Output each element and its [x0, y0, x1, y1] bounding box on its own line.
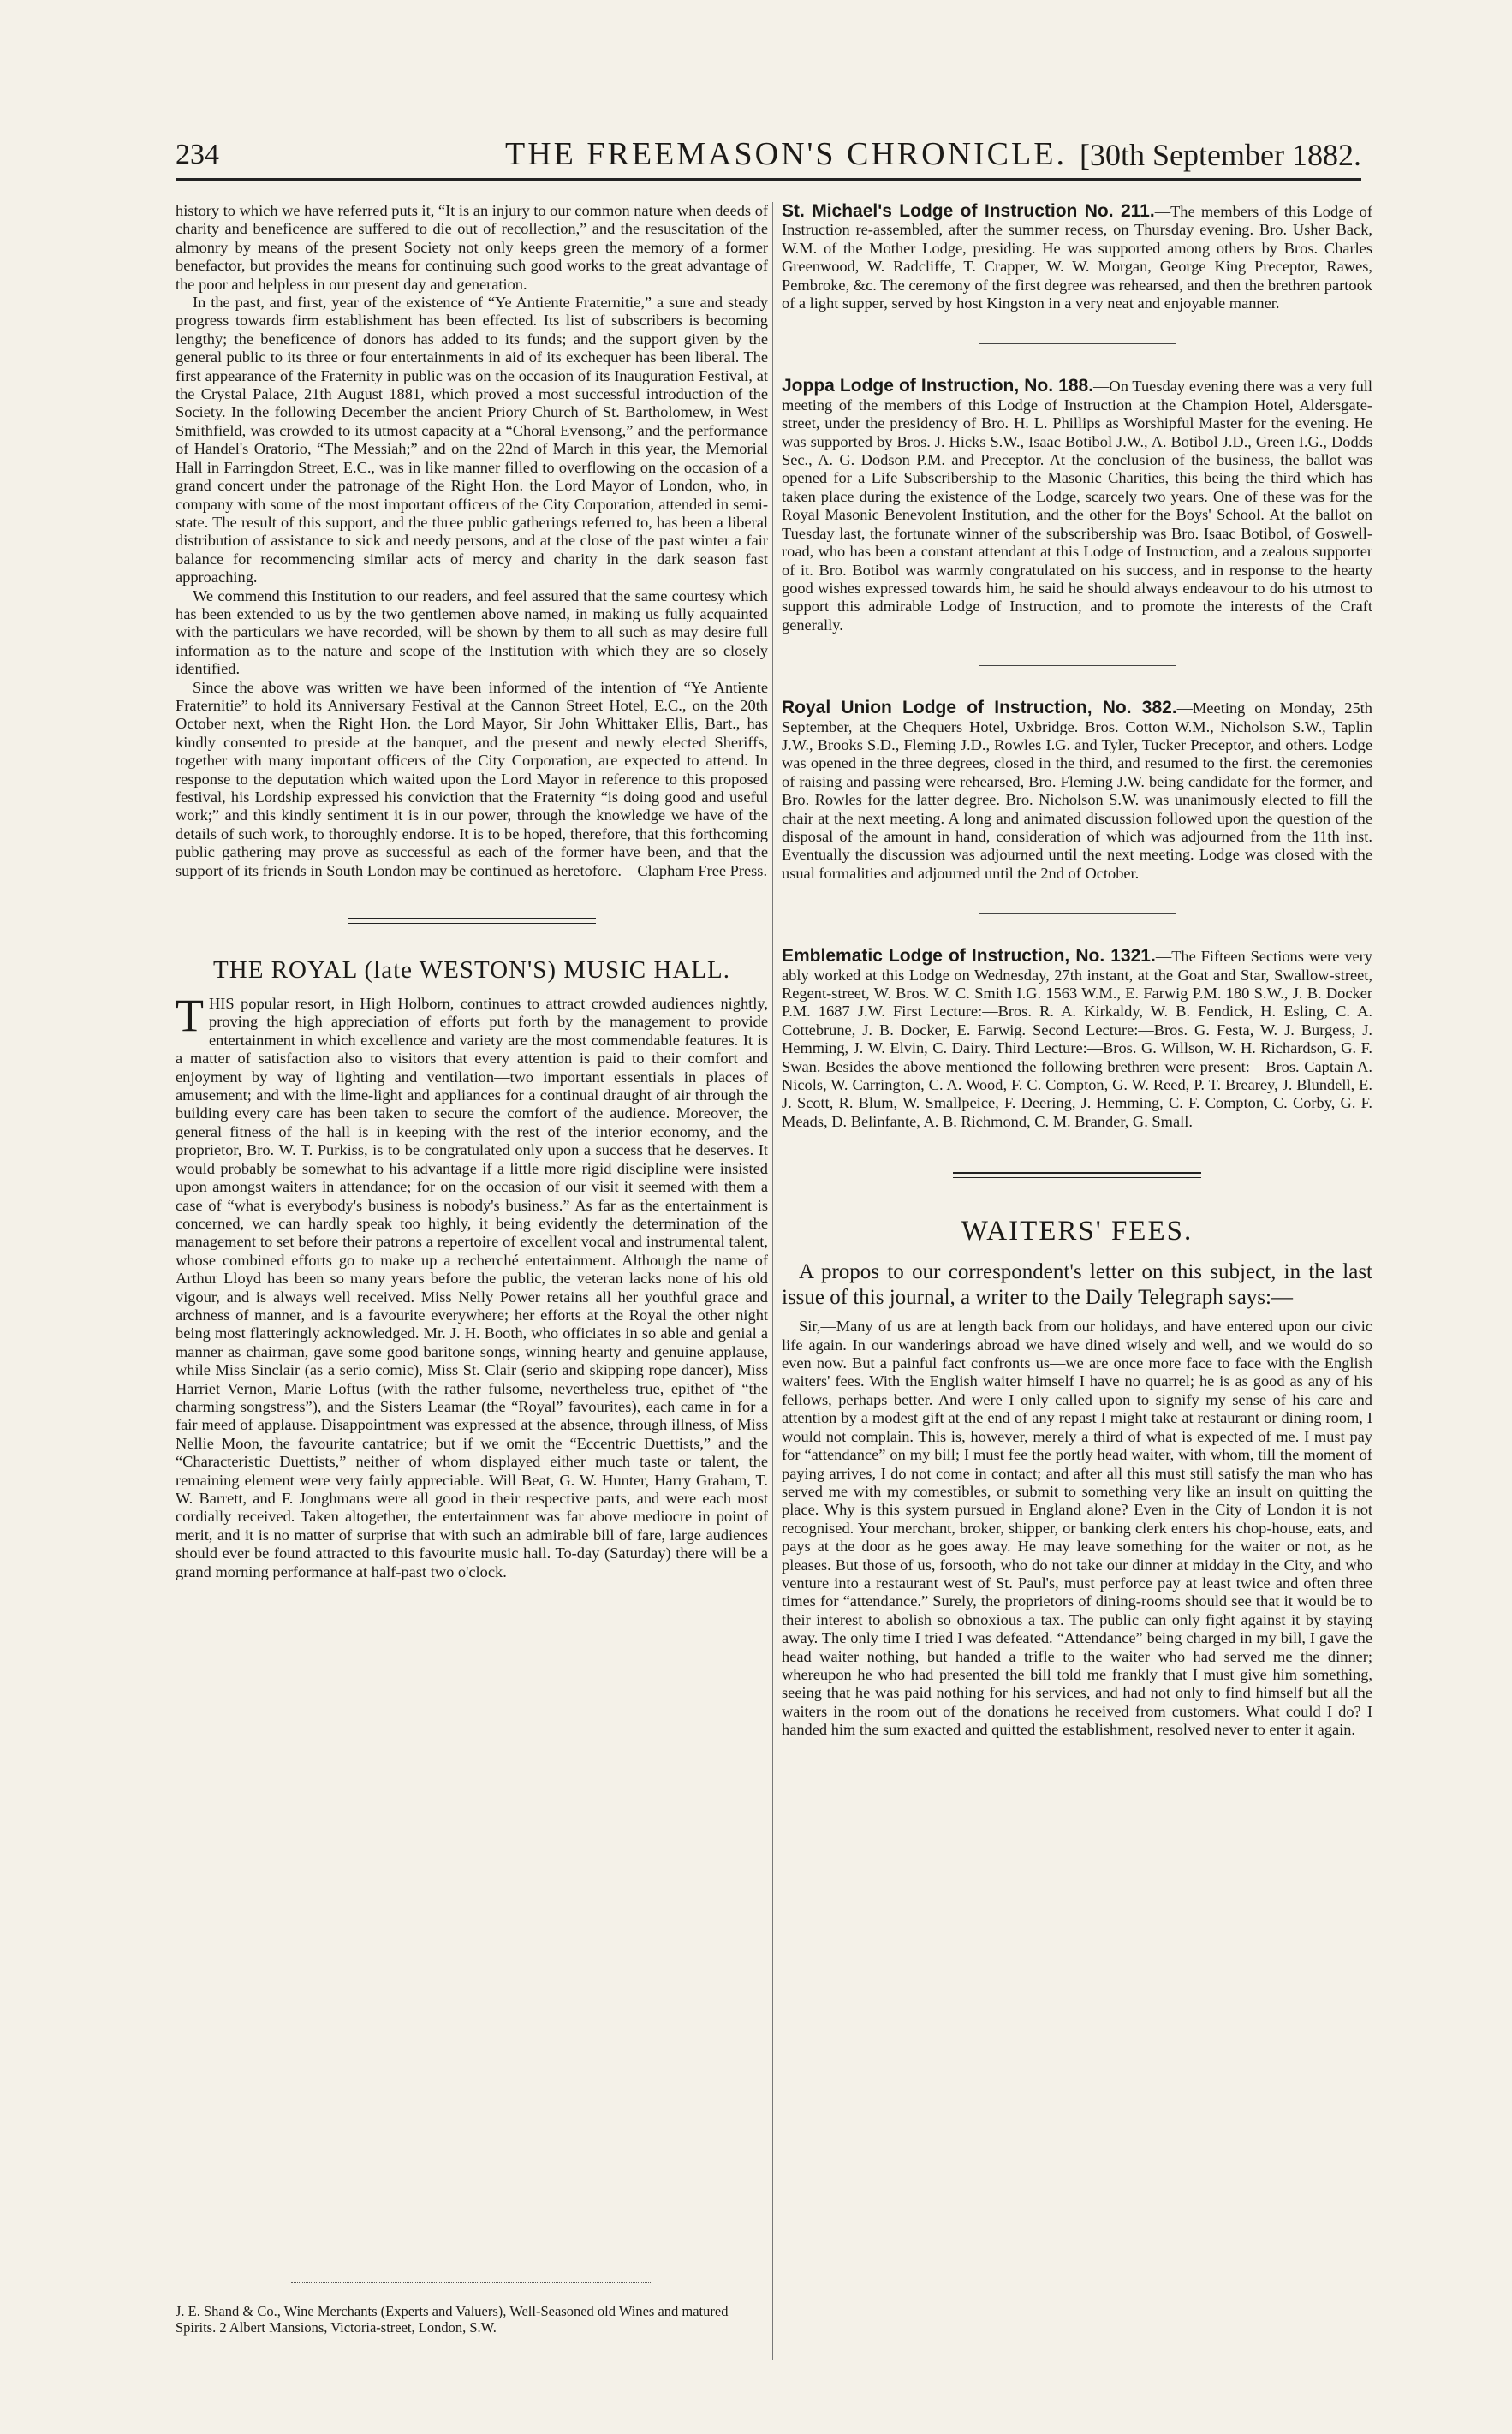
advert-divider: [291, 2282, 651, 2283]
report-heading: Emblematic Lodge of Instruction, No. 1321.: [782, 946, 1156, 967]
waiters-letter: Sir,—Many of us are at length back from our holidays, and have entered upon our civic life again. In our wanderings abroad we have dined wisely and well, and we would do so even now. But a painful fact confronts us—we are once more face to face with the English waiters' fees. With the English waiter himself I have no quarrel; he is as good as any of his fellows, perhaps better. And were I only called upon to signify my sense of his care and attention by a modest gift at the end of any repast I might take at restaurant or dining room, I would not complain. This is, however, merely a third of what is expected of me. I must pay for “attendance” on my bill; I must fee the portly head waiter, with whom, till the moment of paying arrives, I do not come in contact; and after all this must still satisfy the man who has served me with my comestibles, or submit to something very like an insult on quitting the place. Why is this system pursued in England alone? Even in the City of London it is not recognised. Your merchant, broker, shipper, or banking clerk enters his chop-house, eats, and pays at the door as he goes away. He may leave something for the waiter or not, as he pleases. But those of us, forsooth, who do not take our dinner at midday in the City, and who venture into a restaurant west of St. Paul's, must perforce pay at least twice and often three times for “attendance.” Surely, the proprietors of dining-rooms should see that it would be to their interest to abolish so obnoxious a tax. The public can only fight against it by staying away. The only time I tried I was defeated. “Attendance” being charged in my bill, I gave the head waiter nothing, but handed a trifle to the waiter who had served me the dinner; whereupon he who had presented the bill told me frankly that I must give him something, seeing that he was paid nothing for his services, and had not only to find himself but all the waiters in the room out of the donations he received from customers. What could I do? I handed him the sum exacted and quitted the establishment, resolved never to enter it again.: [782, 1318, 1372, 1739]
page-number: 234: [176, 139, 219, 170]
lodge-report: [782, 377, 1372, 634]
music-hall-title: THE ROYAL (late WESTON'S) MUSIC HALL.: [213, 956, 730, 985]
waiters-fees-title: WAITERS' FEES.: [961, 1216, 1194, 1247]
report-heading: Royal Union Lodge of Instruction, No. 382.: [782, 698, 1177, 718]
report-heading: Joppa Lodge of Instruction, No. 188.: [782, 376, 1094, 396]
right-column: [772, 202, 1372, 2360]
report-body: —On Tuesday evening there was a very full meeting of the members of this Lodge of Instruction at the Champion Hotel, Aldersgate-street, under the presidency of Bro. H. L. Phillips as Worshipful Master for the evening. He was supported by Bros. J. Hicks S.W., Isaac Botibol J.W., A. Botibol J.D., Green I.G., Dodds Sec., A. G. Dodson P.M. and Preceptor. At the conclusion of the business, the ballot was opened for a Life Subscribership to the Masonic Charities, this being the third which has taken place during the existence of the Lodge, scarcely two years. One of these was for the Royal Masonic Benevolent Institution, and the other for the Boys' School. At the ballot on Tuesday last, the fortunate winner of the subscribership was Bro. Isaac Botibol, of Goswell-road, who has been a constant attendant at this Lodge of Instruction, and a zealous supporter of it. Bro. Botibol was warmly congratulated on his success, and in response to the hearty good wishes expressed towards him, he said he should always endeavour to do his utmost to support this admirable Lodge of Instruction, and to promote the interests of the Craft generally.: [782, 378, 1372, 634]
article-paragraph: history to which we have referred puts it, “It is an injury to our common nature when deeds of charity and beneficence are suffered to die out of recollection,” and the resuscitation of the almonry by means of the present Society not only keeps green the memory of a former benefactor, but provides the means for continuing such good works to the great advantage of the poor and helpless in our present day and generation.: [176, 202, 769, 293]
article-paragraph: We commend this Institution to our readers, and feel assured that the same courtesy which has been extended to us by the two gentlemen above named, in making us fully acquainted with the particulars we have recorded, will be shown by them to all such as may desire full information as to the nature and scope of the Institution with which they are so closely identified.: [176, 586, 768, 678]
issue-date: [30th September 1882.: [1080, 138, 1361, 172]
section-divider: [348, 918, 596, 924]
report-body: —Meeting on Monday, 25th September, at the Chequers Hotel, Uxbridge. Bros. Cotton W.M., Nicholson S.W., Taplin J.W., Brooks S.D., Fleming J.D., Rowles I.G. and Tyler, Tucker Preceptor, and others. Lodge was opened in the three degrees, closed in the third, and resumed to the first. the ceremonies of raising and passing were rehearsed, Bro. Fleming J.W. being candidate for the former, and Bro. Rowles for the latter degree. Bro. Nicholson S.W. was unanimously elected to fill the chair at the next meeting. A long and animated discussion followed upon the question of the disposal of the amount in hand, consideration of which was adjourned from the 11th inst. Eventually the discussion was adjourned until the next meeting. Lodge was closed with the usual formalities and adjourned until the 2nd of October.: [782, 699, 1372, 882]
advertisement: J. E. Shand & Co., Wine Merchants (Experts and Valuers), Well-Seasoned old Wines and matured Spirits. 2 Albert Mansions, Victoria-street, London, S.W.: [176, 2303, 729, 2336]
lodge-report: [782, 202, 1372, 312]
lodge-report: [782, 699, 1372, 883]
section-divider: [953, 1172, 1201, 1178]
article-paragraph: Since the above was written we have been informed of the intention of “Ye Antiente Fraternitie” to hold its Anniversary Festival at the Cannon Street Hotel, E.C., on the 20th October next, when the Right Hon. the Lord Mayor, Sir John Whittaker Ellis, Bart., has kindly consented to preside at the banquet, and the present and newly elected Sheriffs, together with many important officers of the City Corporation, are expected to attend. In response to the deputation which waited upon the Lord Mayor in reference to this proposed festival, his Lordship expressed his conviction that the Fraternity “is doing good and useful work;” and this kindly sentiment it is in our power, through the knowledge we have of the details of such work, to thoroughly endorse. It is to be hoped, therefore, that this forthcoming public gathering may prove as successful as each of the former have been, and that the support of its friends in South London may be continued as heretofore.—Clapham Free Press.: [176, 678, 768, 879]
music-hall-text: HIS popular resort, in High Holborn, continues to attract crowded audiences nightly, proving the high appreciation of efforts put forth by the management to provide entertainment in which excellence and variety are the most commendable features. It is a matter of satisfaction also to visitors that every attention is paid to their comfort and enjoyment by way of lighting and ventilation—two important essentials in places of amusement; and with the lime-light and appliances for a continual draught of air through the building every care has been taken to secure the comfort of the audience. Moreover, the general fitness of the hall is in keeping with the rest of the interior economy, and the proprietor, Bro. W. T. Purkiss, is to be congratulated only upon a success that he deserves. It would probably be somewhat to his advantage if a little more rigid discipline were insisted upon amongst waiters in attendance; for on the occasion of our visit it seemed with them a case of “what is everybody's business is nobody's business.” As far as the entertainment is concerned, we can hardly speak too highly, it being evidently the determination of the management to set before their patrons a repertoire of excellent vocal and instrumental talent, whose combined efforts go to make up a recherché entertainment. Although the name of Arthur Lloyd has been so many years before the public, the veteran lacks none of his old vigour, and is always well received. Miss Nelly Power retains all her youthful grace and archness of manner, and is a favourite everywhere; her efforts at the Royal the other night being most flatteringly acknowledged. Mr. J. H. Booth, who officiates in so able and genial a manner as chairman, gave some good baritone songs, winning hearty and genuine applause, while Miss Sinclair (as a serio comic), Miss St. Clair (serio and skipping rope dancer), Miss Harriet Vernon, Marie Loftus (with the rather fulsome, nevertheless true, epithet of “the charming songstress”), and the Sisters Leamar (the “Royal” favourites), each came in for a fair meed of applause. Disappointment was expressed at the absence, through illness, of Miss Nellie Moon, the favourite cantatrice; but if we omit the “Eccentric Duettists,” and the “Characteristic Duettists,” neither of whom displayed either much taste or talent, the remaining element were very fairly appreciable. Will Beat, G. W. Hunter, Harry Graham, T. W. Barrett, and F. Jonghmans were all good in their respective parts, and were each most cordially received. Taken altogether, the entertainment was far above mediocre in point of merit, and it is no matter of surprise that with such an admirable bill of fare, large audiences should ever be found attracted to this favourite music hall. To-day (Saturday) there will be a grand morning performance at half-past two o'clock.: [176, 995, 768, 1580]
report-body: —The Fifteen Sections were very ably worked at this Lodge on Wednesday, 27th instant, at the Goat and Star, Swallow-street, Regent-street, W. Bros. W. C. Smith I.G. 1563 W.M., E. Farwig P.M. 180 S.W., J. B. Docker P.M. 1687 J.W. First Lecture:—Bros. R. A. Kirkaldy, W. B. Fendick, H. Esling, C. A. Cottebrune, J. B. Docker, E. Farwig. Second Lecture:—Bros. G. Festa, W. J. Burgess, J. Hemming, J. W. Elvin, C. Dairy. Third Lecture:—Bros. G. Willson, W. H. Richardson, G. F. Swan. Besides the above mentioned the following brethren were present:—Bros. Captain A. Nicols, W. Carrington, C. A. Wood, F. C. Compton, G. W. Reed, P. T. Brearey, J. Blundell, E. J. Scott, R. Blum, W. Smallpeice, F. Deering, J. Hemming, C. F. Compton, C. Corby, G. F. Meads, D. Belinfante, A. B. Richmond, C. M. Brander, G. Small.: [782, 948, 1372, 1130]
music-hall-paragraph: [176, 990, 768, 1581]
report-heading: St. Michael's Lodge of Instruction No. 211.: [782, 201, 1155, 221]
article-paragraph: In the past, and first, year of the existence of “Ye Antiente Fraternitie,” a sure and steady progress towards firm establishment has been effected. Its list of subscribers is becoming lengthy; the beneficence of donors has added to its funds; and the support given by the general public to its three or four entertainments in aid of its exchequer has been liberal. The first appearance of the Fraternity in public was on the occasion of its Inauguration Festival, at the Crystal Palace, 21th August 1881, which proved a most successful introduction of the Society. In the following December the ancient Priory Church of St. Bartholomew, in West Smithfield, was crowded to its utmost capacity at a “Choral Evensong,” and the performance of Handel's Oratorio, “The Messiah;” and on the 22nd of March in this year, the Memorial Hall in Farringdon Street, E.C., was in like manner filled to overflowing on the occasion of a grand concert under the patronage of the Right Hon. the Lord Mayor of London, who, in company with some of the most important officers of the City Corporation, attended in semi-state. The result of this support, and the three public gatherings referred to, has been a liberal distribution of assistance to sick and needy persons, and at the close of the past winter a fair balance for recommencing similar acts of mercy and charity in the dark season fast approaching.: [176, 294, 768, 586]
waiters-intro: A propos to our correspondent's letter on this subject, in the last issue of this journal, a writer to the Daily Telegraph says:—: [782, 1260, 1372, 1310]
lodge-report: [782, 947, 1372, 1131]
left-column: [176, 202, 768, 1581]
drop-cap: T: [176, 990, 204, 1042]
report-body: —The members of this Lodge of Instruction re-assembled, after the summer recess, on Thursday evening. Bro. Usher Back, W.M. of the Mother Lodge, presiding. He was supported among others by Bros. Charles Greenwood, W. Radcliffe, T. Crapper, W. W. Morgan, George King Preceptor, Rawes, Pembroke, &c. The ceremony of the first degree was rehearsed, and then the brethren partook of a light supper, served by host Kingston in a very neat and enjoyable manner.: [782, 203, 1373, 312]
page-header: [176, 127, 1361, 181]
masthead-title: THE FREEMASON'S CHRONICLE.: [505, 136, 1067, 172]
